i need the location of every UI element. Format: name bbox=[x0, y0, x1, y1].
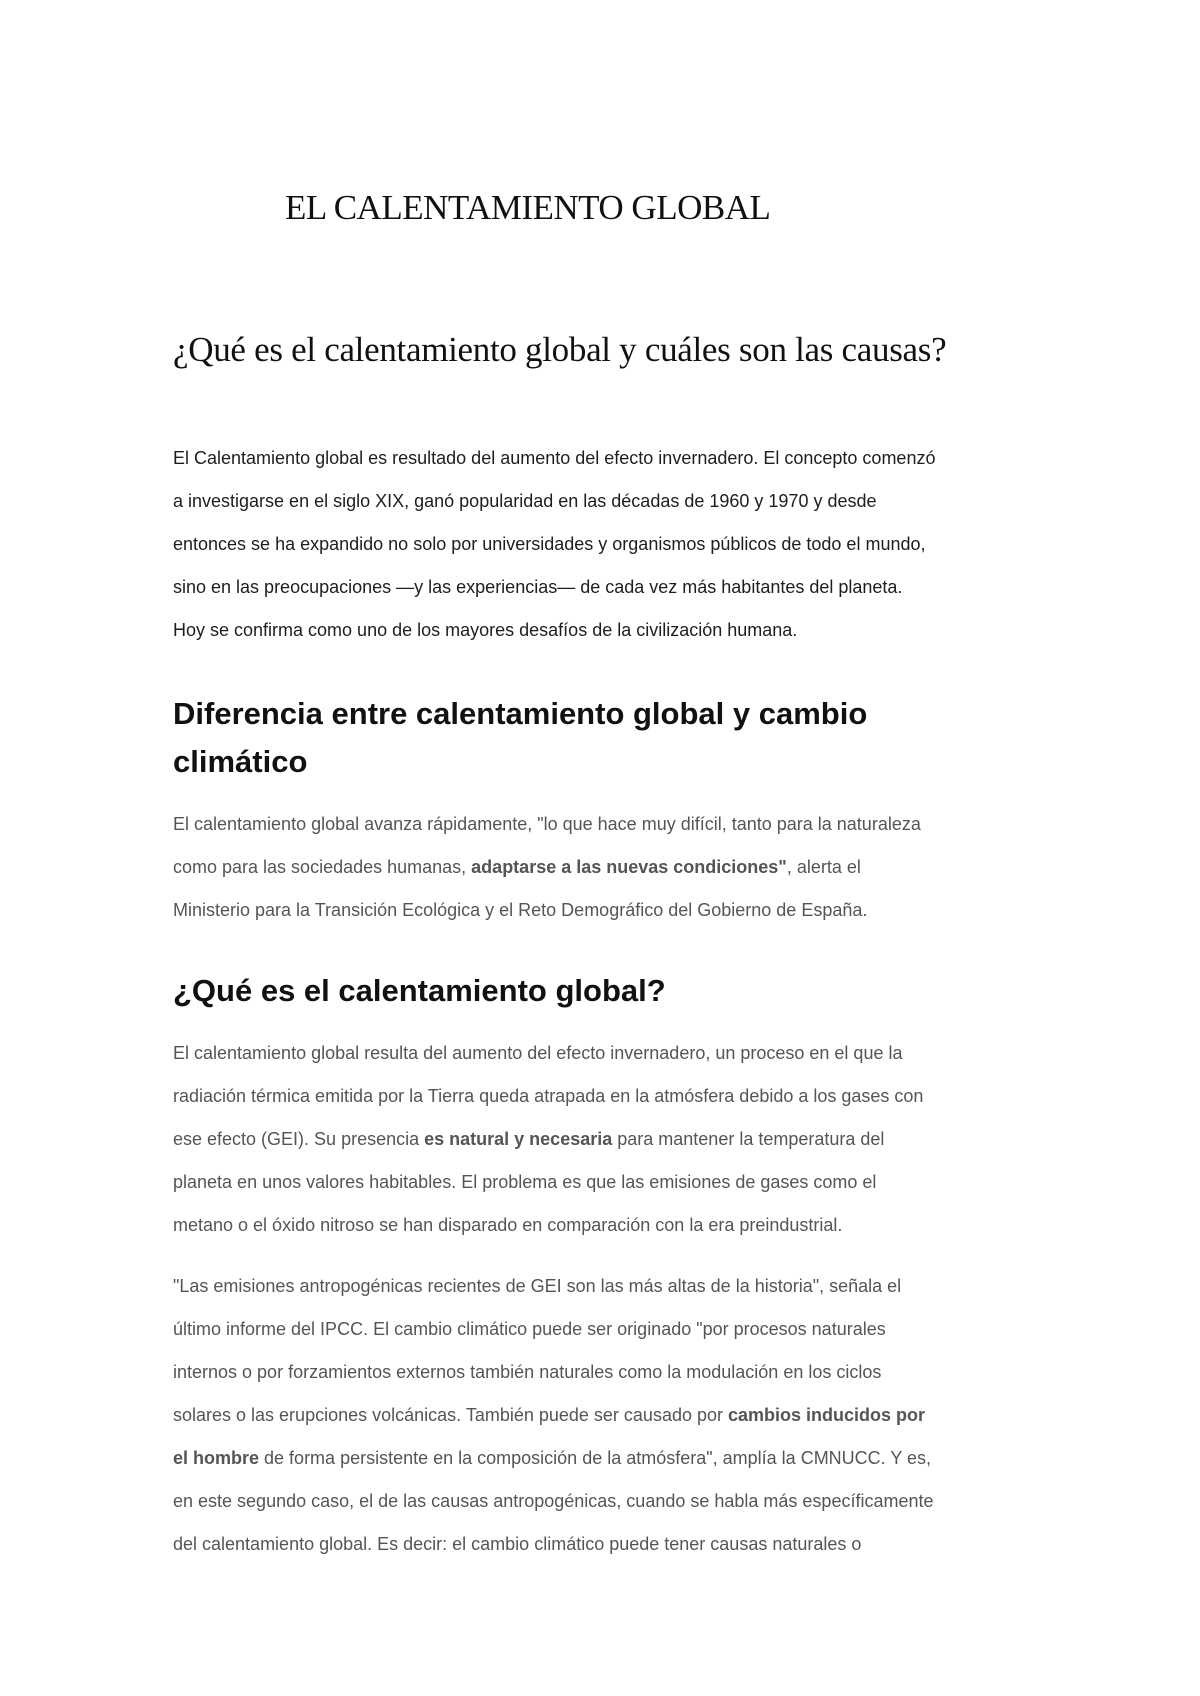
paragraph-line: Ministerio para la Transición Ecológica y el Reto Demográfico del Gobierno de España. bbox=[173, 900, 868, 920]
text-run: solares o las erupciones volcánicas. También puede ser causado por bbox=[173, 1405, 728, 1425]
intro-line: Hoy se confirma como uno de los mayores desafíos de la civilización humana. bbox=[173, 620, 798, 640]
paragraph-line bbox=[173, 846, 1053, 889]
paragraph-line bbox=[173, 1394, 1053, 1437]
intro-line: a investigarse en el siglo XIX, ganó popularidad en las décadas de 1960 y 1970 y desde bbox=[173, 491, 877, 511]
document-title: EL CALENTAMIENTO GLOBAL bbox=[285, 188, 771, 227]
text-run: como para las sociedades humanas, bbox=[173, 857, 472, 877]
heading-line: Diferencia entre calentamiento global y cambio bbox=[173, 696, 868, 731]
what-is-paragraph-1 bbox=[173, 1032, 1053, 1247]
intro-line: entonces se ha expandido no solo por universidades y organismos públicos de todo el mundo, bbox=[173, 534, 926, 554]
paragraph-line: del calentamiento global. Es decir: el cambio climático puede tener causas naturales o bbox=[173, 1534, 862, 1554]
text-run: ese efecto (GEI). Su presencia bbox=[173, 1129, 425, 1149]
intro-paragraph bbox=[173, 437, 1053, 652]
paragraph-line: último informe del IPCC. El cambio climático puede ser originado "por procesos naturales bbox=[173, 1319, 886, 1339]
section-heading-what-is: ¿Qué es el calentamiento global? bbox=[173, 973, 666, 1008]
paragraph-line bbox=[173, 1118, 1053, 1161]
paragraph-line: "Las emisiones antropogénicas recientes de GEI son las más altas de la historia", señala el bbox=[173, 1276, 902, 1296]
intro-line: El Calentamiento global es resultado del aumento del efecto invernadero. El concepto comenzó bbox=[173, 448, 936, 468]
heading-line: climático bbox=[173, 744, 308, 779]
paragraph-line: metano o el óxido nitroso se han disparado en comparación con la era preindustrial. bbox=[173, 1215, 843, 1235]
paragraph-line: planeta en unos valores habitables. El problema es que las emisiones de gases como el bbox=[173, 1172, 877, 1192]
paragraph-line: internos o por forzamientos externos también naturales como la modulación en los ciclos bbox=[173, 1362, 882, 1382]
bold-text: es natural y necesaria bbox=[424, 1129, 613, 1149]
intro-line: sino en las preocupaciones —y las experiencias— de cada vez más habitantes del planeta. bbox=[173, 577, 903, 597]
paragraph-line: en este segundo caso, el de las causas antropogénicas, cuando se habla más específicamente bbox=[173, 1491, 934, 1511]
difference-paragraph bbox=[173, 803, 1053, 932]
paragraph-line: El calentamiento global avanza rápidamente, "lo que hace muy difícil, tanto para la naturaleza bbox=[173, 814, 921, 834]
paragraph-line: El calentamiento global resulta del aumento del efecto invernadero, un proceso en el que la bbox=[173, 1043, 903, 1063]
paragraph-line bbox=[173, 1437, 1053, 1480]
text-run: para mantener la temperatura del bbox=[612, 1129, 885, 1149]
bold-text: cambios inducidos por bbox=[728, 1405, 926, 1425]
what-is-paragraph-2 bbox=[173, 1265, 1053, 1566]
text-run: , alerta el bbox=[786, 857, 861, 877]
bold-text: adaptarse a las nuevas condiciones" bbox=[471, 857, 787, 877]
paragraph-line: radiación térmica emitida por la Tierra queda atrapada en la atmósfera debido a los gases con bbox=[173, 1086, 924, 1106]
document-subtitle: ¿Qué es el calentamiento global y cuáles son las causas? bbox=[173, 330, 947, 369]
bold-text: el hombre bbox=[173, 1448, 260, 1468]
text-run: de forma persistente en la composición de la atmósfera", amplía la CMNUCC. Y es, bbox=[259, 1448, 932, 1468]
section-heading-difference bbox=[173, 690, 867, 786]
